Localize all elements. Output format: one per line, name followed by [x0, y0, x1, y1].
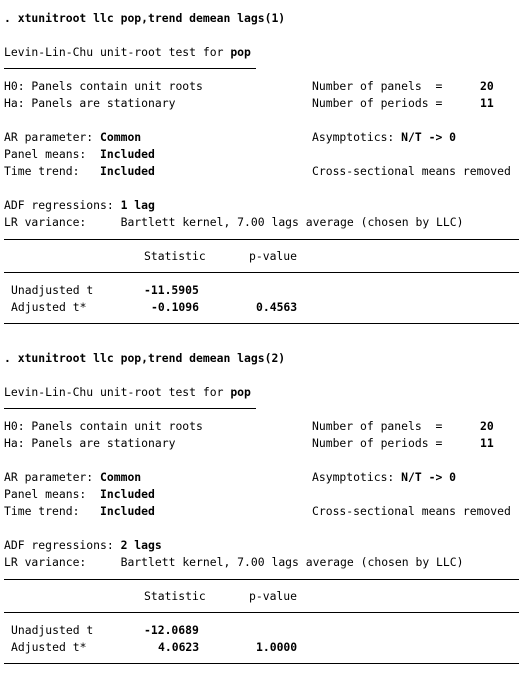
row-adjusted-t-statistic: 4.0623: [158, 640, 200, 654]
test-title-variable: pop: [230, 385, 251, 399]
time-trend-value: Included: [100, 504, 155, 518]
num-panels-label: Number of panels =: [312, 419, 443, 433]
command-line: . xtunitroot llc pop,trend demean lags(1): [4, 11, 286, 25]
ar-parameter: [4, 129, 141, 146]
column-header-pvalue: p-value: [249, 589, 298, 603]
row-unadjusted-t-label: Unadjusted t: [11, 283, 94, 297]
table-bottom-rule: [4, 323, 519, 324]
lr-variance: [4, 554, 463, 571]
time-trend-label: Time trend:: [4, 504, 101, 518]
adf-regressions: [4, 197, 155, 214]
num-panels-label: Number of panels =: [312, 79, 443, 93]
cross-sectional-means: Cross-sectional means removed: [312, 504, 511, 518]
ar-parameter-label: AR parameter:: [4, 470, 101, 484]
test-title-prefix: Levin-Lin-Chu unit-root test for: [4, 45, 231, 59]
title-underline: [4, 68, 256, 69]
asymptotics: [312, 469, 456, 486]
table-bottom-rule: [4, 663, 519, 664]
row-adjusted-t-pvalue: 1.0000: [256, 640, 298, 654]
panel-means-label: Panel means:: [4, 487, 101, 501]
command-line: . xtunitroot llc pop,trend demean lags(2): [4, 351, 286, 365]
time-trend: [4, 163, 155, 180]
lr-variance-label: LR variance:: [4, 215, 121, 229]
table-header-rule: [4, 272, 519, 273]
column-header-statistic: Statistic: [144, 589, 206, 603]
row-adjusted-t-label: Adjusted t*: [11, 640, 87, 654]
panel-means-value: Included: [100, 487, 155, 501]
ha-text: Ha: Panels are stationary: [4, 436, 176, 450]
row-unadjusted-t-statistic: -12.0689: [144, 623, 199, 637]
row-adjusted-t-statistic: -0.1096: [151, 300, 200, 314]
num-periods-value: 11: [480, 436, 494, 450]
num-periods-label: Number of periods =: [312, 436, 443, 450]
test-title-prefix: Levin-Lin-Chu unit-root test for: [4, 385, 231, 399]
time-trend-label: Time trend:: [4, 164, 101, 178]
column-header-pvalue: p-value: [249, 249, 298, 263]
adf-regressions-value: 1 lag: [120, 198, 155, 212]
panel-means-label: Panel means:: [4, 147, 101, 161]
asymptotics-label: Asymptotics:: [312, 470, 402, 484]
ar-parameter-value: Common: [100, 130, 142, 144]
num-periods-value: 11: [480, 96, 494, 110]
h0-text: H0: Panels contain unit roots: [4, 419, 203, 433]
time-trend-value: Included: [100, 164, 155, 178]
asymptotics: [312, 129, 456, 146]
asymptotics-label: Asymptotics:: [312, 130, 402, 144]
row-adjusted-t-pvalue: 0.4563: [256, 300, 298, 314]
row-unadjusted-t-statistic: -11.5905: [144, 283, 199, 297]
panel-means-value: Included: [100, 147, 155, 161]
column-header-statistic: Statistic: [144, 249, 206, 263]
title-underline: [4, 408, 256, 409]
adf-regressions-value: 2 lags: [120, 538, 162, 552]
time-trend: [4, 503, 155, 520]
lr-variance-label: LR variance:: [4, 555, 121, 569]
panel-means: [4, 486, 155, 503]
ar-parameter-label: AR parameter:: [4, 130, 101, 144]
cross-sectional-means: Cross-sectional means removed: [312, 164, 511, 178]
ha-text: Ha: Panels are stationary: [4, 96, 176, 110]
test-title: [4, 44, 251, 61]
lr-variance-value: Bartlett kernel, 7.00 lags average (chosen by LLC): [120, 555, 464, 569]
asymptotics-value: N/T -> 0: [401, 470, 457, 484]
ar-parameter: [4, 469, 141, 486]
num-periods-label: Number of periods =: [312, 96, 443, 110]
row-adjusted-t-label: Adjusted t*: [11, 300, 87, 314]
lr-variance: [4, 214, 463, 231]
table-header-rule: [4, 612, 519, 613]
adf-regressions: [4, 537, 162, 554]
num-panels-value: 20: [480, 419, 494, 433]
num-panels-value: 20: [480, 79, 494, 93]
table-top-rule: [4, 579, 519, 580]
h0-text: H0: Panels contain unit roots: [4, 79, 203, 93]
panel-means: [4, 146, 155, 163]
row-unadjusted-t-label: Unadjusted t: [11, 623, 94, 637]
asymptotics-value: N/T -> 0: [401, 130, 457, 144]
test-title-variable: pop: [230, 45, 251, 59]
adf-regressions-label: ADF regressions:: [4, 198, 121, 212]
lr-variance-value: Bartlett kernel, 7.00 lags average (chosen by LLC): [120, 215, 464, 229]
ar-parameter-value: Common: [100, 470, 142, 484]
test-title: [4, 384, 251, 401]
table-top-rule: [4, 239, 519, 240]
adf-regressions-label: ADF regressions:: [4, 538, 121, 552]
